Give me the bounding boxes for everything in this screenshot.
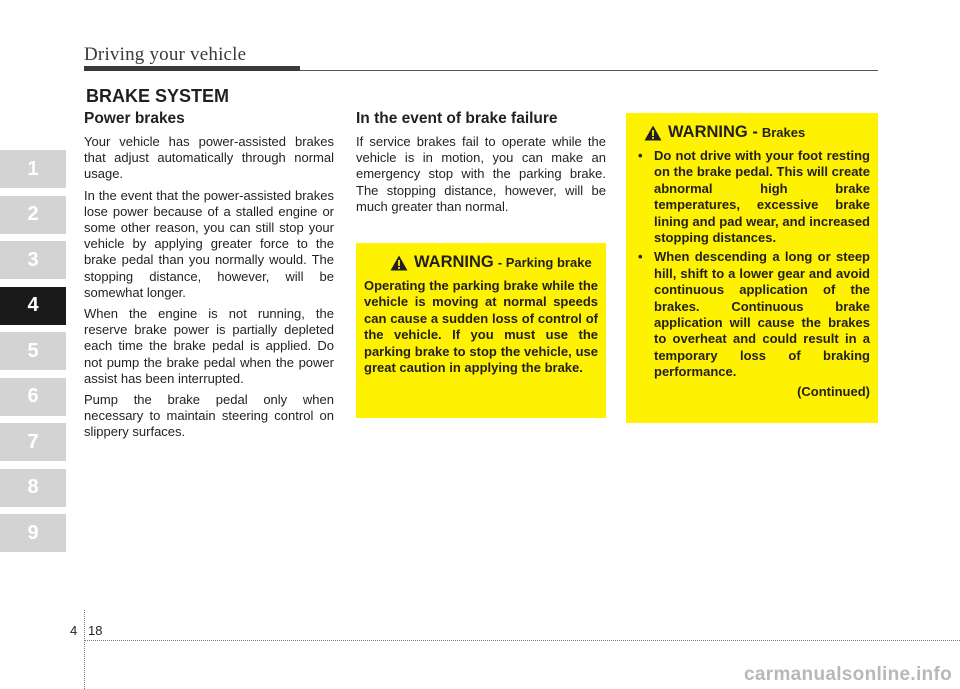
warning-parking-text: Operating the parking brake while the vehicle is moving at normal speeds can cause a sudden loss of control of the vehicle. If you must use the parking brake to stop the vehicle, use great caution in applying the brake. (364, 278, 598, 376)
header-rule (300, 70, 878, 71)
warning-item-text: When descending a long or steep hill, shift to a lower gear and avoid continuous application of the brakes. Continuous brake application will cause the brakes to overheat and could result in a temporary loss of braking performance. (654, 249, 870, 380)
bullet: • (638, 148, 643, 163)
header-bar (84, 66, 300, 71)
header-title: Driving your vehicle (84, 44, 247, 65)
chapter-tab-6[interactable]: 6 (0, 378, 66, 416)
chapter-tab-7[interactable]: 7 (0, 423, 66, 461)
continued-label: (Continued) (797, 383, 870, 399)
power-brakes-paragraph-3: When the engine is not running, the reserve brake power is partially depleted each time the brake pedal is applied. Do not pump the brake pedal when the power assist has been interrupted. (84, 306, 334, 386)
warning-triangle-icon (390, 255, 408, 271)
brake-failure-heading: In the event of brake failure (356, 110, 558, 127)
warning-brakes-list (634, 148, 870, 381)
warning-subtitle: Brakes (761, 125, 806, 140)
warning-word: WARNING - (668, 123, 758, 141)
chapter-tab-1[interactable]: 1 (0, 150, 66, 188)
brake-failure-paragraph: If service brakes fail to operate while the vehicle is in motion, you can make an emergency stop with the parking brake. The stopping distance, however, will be much greater than normal. (356, 134, 606, 214)
power-brakes-heading: Power brakes (84, 110, 185, 127)
chapter-tab-9[interactable]: 9 (0, 514, 66, 552)
list-item (634, 148, 870, 246)
warning-item-text: Do not drive with your foot resting on the brake pedal. This will create abnormal high brake temperatures, excessive brake lining and pad wear, and increased stopping distances. (654, 148, 870, 246)
watermark: carmanualsonline.info (744, 664, 952, 685)
power-brakes-paragraph-1: Your vehicle has power-assisted brakes that adjust automatically through normal usage. (84, 134, 334, 182)
middle-column (356, 110, 606, 220)
footer-rule (84, 640, 960, 642)
chapter-tab-4[interactable]: 4 (0, 287, 66, 325)
warning-triangle-icon (644, 125, 662, 141)
chapter-tab-2[interactable]: 2 (0, 196, 66, 234)
warning-header (390, 253, 598, 272)
warning-header (644, 123, 870, 142)
warning-box-brakes (626, 113, 878, 423)
power-brakes-paragraph-2: In the event that the power-assisted brakes lose power because of a stalled engine or some other reason, you can still stop your vehicle by applying greater force to the brake pedal than you normally would. The stopping distance, however, will be somewhat longer. (84, 187, 334, 300)
power-brakes-paragraph-4: Pump the brake pedal only when necessary to maintain steering control on slippery surfaces. (84, 392, 334, 440)
footer-chapter-number: 4 (70, 623, 78, 638)
chapter-tabs (0, 150, 66, 560)
left-column (84, 110, 334, 446)
warning-subtitle: - Parking brake (497, 255, 592, 270)
warning-box-parking-brake (356, 243, 606, 418)
warning-word: WARNING (414, 253, 494, 271)
section-title: BRAKE SYSTEM (86, 86, 230, 106)
footer-divider (84, 610, 86, 689)
footer-page-number: 18 (88, 623, 103, 638)
list-item (634, 249, 870, 380)
bullet: • (638, 249, 643, 265)
chapter-tab-3[interactable]: 3 (0, 241, 66, 279)
chapter-tab-8[interactable]: 8 (0, 469, 66, 507)
chapter-tab-5[interactable]: 5 (0, 332, 66, 370)
